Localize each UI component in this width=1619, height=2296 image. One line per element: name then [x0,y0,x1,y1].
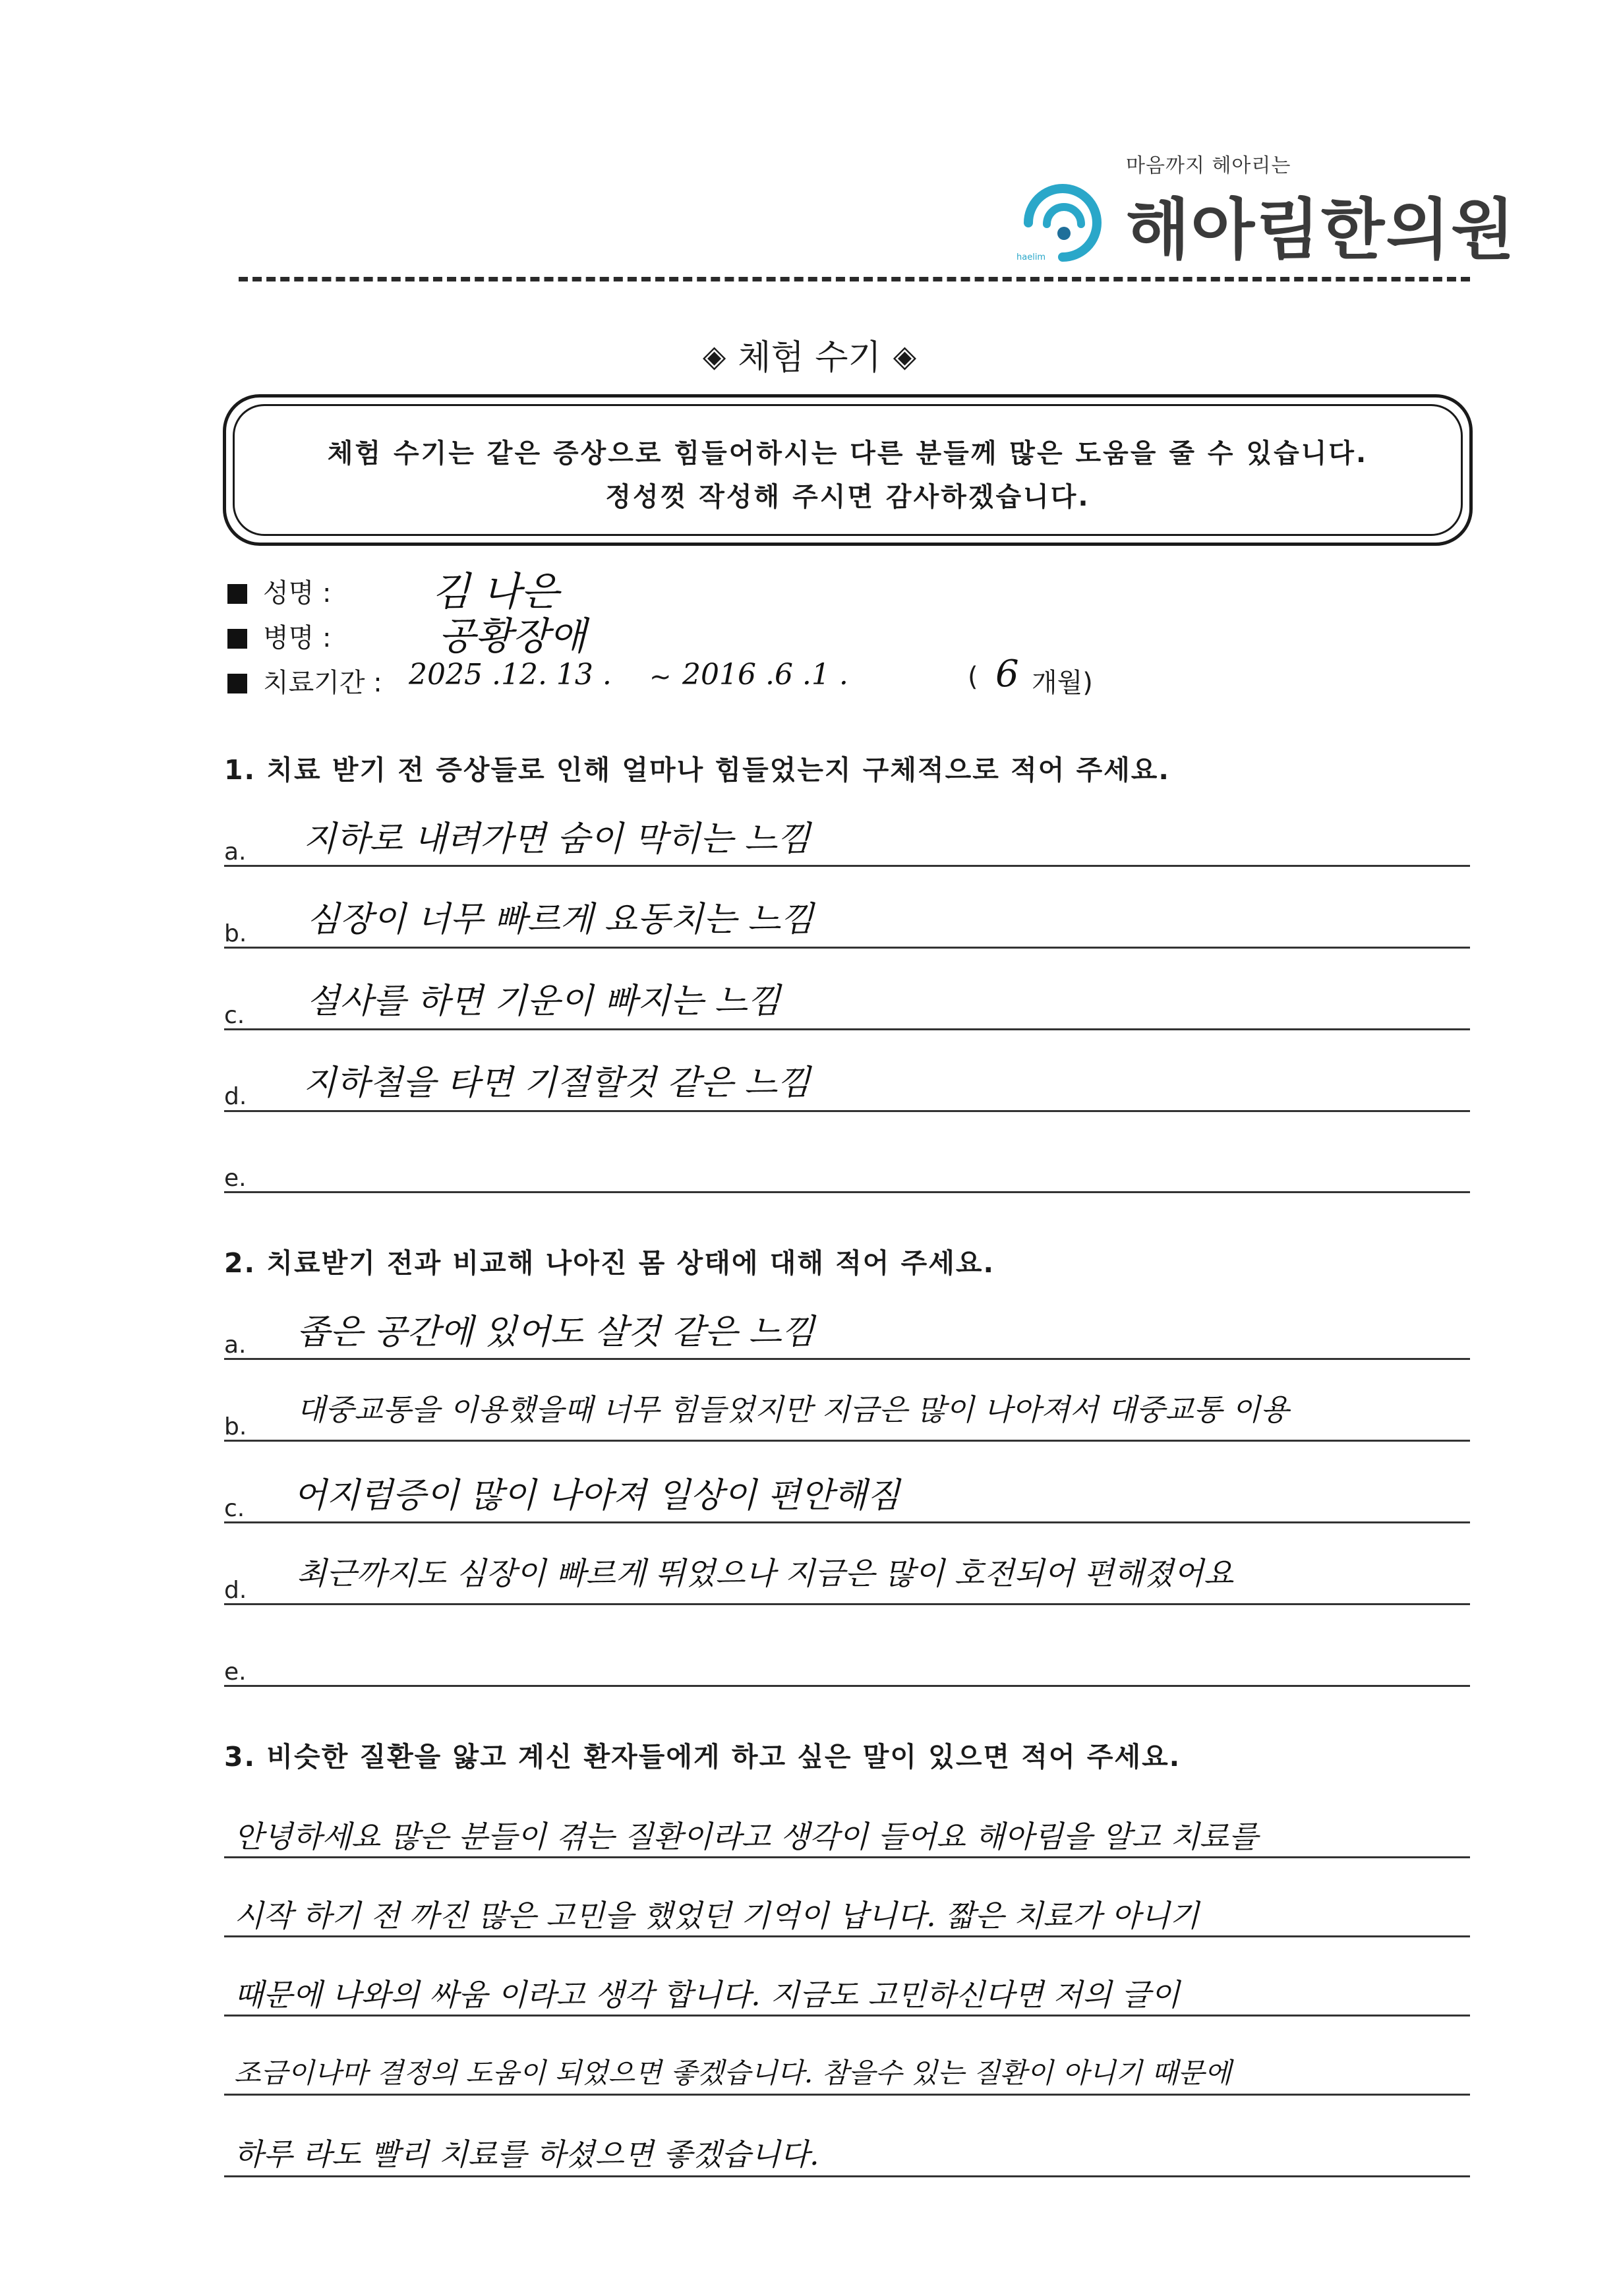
answer-text: 대중교통을 이용했을때 너무 힘들었지만 지금은 많이 나아져서 대중교통 이용 [297,1392,1289,1427]
name-label: 성명 : [263,578,332,608]
answer-line [224,1191,1470,1193]
disease-value: 공황장애 [438,614,587,659]
diamond-icon: ◈ [702,338,726,374]
answer-line [224,1935,1470,1937]
free-text-line: 조금이나마 결정의 도움이 되었으면 좋겠습니다. 참을수 있는 질환이 아니기 때문에 [234,2057,1231,2089]
answer-line [224,2175,1470,2177]
answer-line [224,2015,1470,2016]
period-field [227,662,382,699]
answer-text: 설사를 하면 기운이 빠지는 느낌 [307,982,781,1021]
answer-text: 심장이 너무 빠르게 요동치는 느낌 [307,900,814,939]
header-divider [239,277,1470,281]
free-text-line: 안녕하세요 많은 분들이 겪는 질환이라고 생각이 들어요 해아림을 알고 치료를 [234,1819,1258,1854]
answer-line [224,1028,1470,1030]
period-paren-open: ( [968,662,978,692]
answer-letter: e. [224,1165,247,1192]
answer-text: 지하로 내려가면 숨이 막히는 느낌 [303,819,811,859]
disease-field [227,617,331,655]
square-bullet-icon [227,584,247,604]
answer-text: 어지럼증이 많이 나아져 일상이 편안해짐 [293,1476,900,1516]
notice-box [223,394,1473,546]
answer-line [224,947,1470,949]
answer-line [224,1358,1470,1360]
clinic-brand-name: 해아림한의원 [1126,191,1516,268]
answer-text: 최근까지도 심장이 빠르게 뛰었으나 지금은 많이 호전되어 편해졌어요 [297,1556,1234,1592]
period-months: 6 [995,653,1019,695]
name-field [227,572,331,610]
answer-line [224,865,1470,867]
diamond-icon: ◈ [893,338,917,374]
answer-line [224,1685,1470,1687]
answer-letter: e. [224,1659,247,1686]
answer-line [224,1440,1470,1442]
free-text-line: 시작 하기 전 까진 많은 고민을 했었던 기억이 납니다. 짧은 치료가 아니기 [234,1898,1200,1933]
answer-line [224,1521,1470,1523]
clinic-tagline: 마음까지 헤아리는 [1126,154,1291,177]
answer-line [224,2094,1470,2096]
period-start: 2025 .12. 13 . [409,658,612,692]
free-text-line: 하루 라도 빨리 치료를 하셨으면 좋겠습니다. [234,2136,819,2172]
answer-letter: a. [224,839,247,866]
notice-line-1: 체험 수기는 같은 증상으로 힘들어하시는 다른 분들께 많은 도움을 줄 수 있습니다. [327,438,1369,469]
answer-letter: b. [224,1413,247,1440]
answer-line [224,1110,1470,1112]
period-end: 2016 .6 .1 . [682,658,848,692]
logo-subtext: haelim [1016,252,1046,262]
answer-letter: a. [224,1332,247,1359]
free-text-line: 때문에 나와의 싸움 이라고 생각 합니다. 지금도 고민하신다면 저의 글이 [234,1977,1180,2013]
answer-letter: d. [224,1083,247,1110]
square-bullet-icon [227,629,247,649]
answer-line [224,1603,1470,1605]
answer-letter: d. [224,1577,247,1604]
page-title [0,330,1619,379]
disease-label: 병명 : [263,623,332,653]
answer-line [224,1856,1470,1858]
square-bullet-icon [227,674,247,693]
question-1: 1. 치료 받기 전 증상들로 인해 얼마나 힘들었는지 구체적으로 적어 주세요. [224,754,1170,786]
period-separator: ~ [649,662,672,692]
title-text: 체험 수기 [738,338,881,378]
answer-letter: c. [224,1495,245,1522]
notice-line-2: 정성껏 작성해 주시면 감사하겠습니다. [605,482,1090,512]
period-unit: 개월) [1032,668,1093,698]
answer-text: 지하철을 타면 기절할것 같은 느낌 [303,1063,811,1103]
answer-text: 좁은 공간에 있어도 살것 같은 느낌 [297,1312,815,1352]
answer-letter: b. [224,920,247,947]
question-3: 3. 비슷한 질환을 앓고 계신 환자들에게 하고 싶은 말이 있으면 적어 주세요. [224,1741,1181,1773]
name-value: 김 나은 [432,569,559,615]
period-label: 치료기간 : [263,668,382,698]
answer-letter: c. [224,1002,245,1029]
haelim-logo-icon [1015,177,1114,262]
question-2: 2. 치료받기 전과 비교해 나아진 몸 상태에 대해 적어 주세요. [224,1247,995,1279]
